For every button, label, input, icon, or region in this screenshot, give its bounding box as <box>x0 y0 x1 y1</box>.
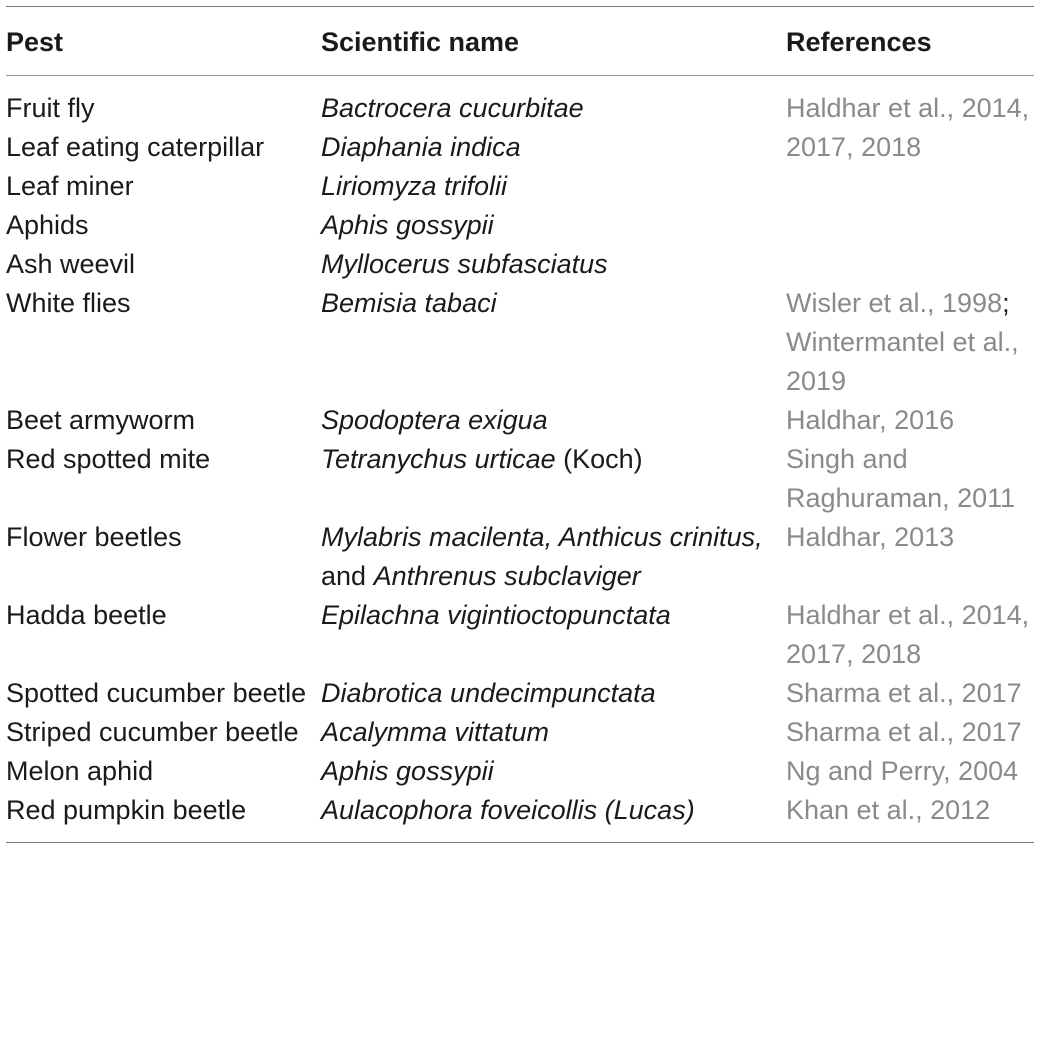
scientific-name-segment: Aulacophora foveicollis (Lucas) <box>321 795 695 825</box>
reference-cell <box>786 284 1034 401</box>
pest-cell: Fruit fly <box>6 93 95 123</box>
pest-cell: Aphids <box>6 210 89 240</box>
header-row <box>6 7 1034 76</box>
pest-table <box>6 6 1034 843</box>
table-row <box>6 791 1034 843</box>
reference-cell <box>786 791 1034 843</box>
table-body <box>6 76 1034 843</box>
scientific-name-cell <box>321 518 786 596</box>
pest-cell: Ash weevil <box>6 249 136 279</box>
reference-text: Haldhar, 2016 <box>786 405 955 435</box>
reference-text: Ng and Perry, 2004 <box>786 756 1019 786</box>
scientific-name-cell <box>321 167 786 206</box>
reference-text: Khan et al., 2012 <box>786 795 991 825</box>
table-row <box>6 284 1034 401</box>
header-scientific-name: Scientific name <box>321 7 786 76</box>
pest-cell: Red spotted mite <box>6 444 211 474</box>
table-row <box>6 713 1034 752</box>
pest-cell: Leaf miner <box>6 171 134 201</box>
table-row <box>6 596 1034 674</box>
pest-cell: Melon aphid <box>6 756 154 786</box>
table-row <box>6 76 1034 129</box>
table-row <box>6 674 1034 713</box>
scientific-name-cell <box>321 76 786 129</box>
scientific-name-segment: Anthrenus subclaviger <box>373 561 641 591</box>
scientific-name-segment: (Koch) <box>555 444 643 474</box>
reference-text: Singh and Raghuraman, 2011 <box>786 444 1016 513</box>
scientific-name-segment: Mylabris macilenta, Anthicus crinitus, <box>321 522 763 552</box>
pest-cell: Spotted cucumber beetle <box>6 678 307 708</box>
table-header <box>6 7 1034 76</box>
scientific-name-cell <box>321 206 786 245</box>
reference-text: Sharma et al., 2017 <box>786 717 1022 747</box>
reference-cell <box>786 713 1034 752</box>
pest-table-container <box>6 6 1034 843</box>
reference-cell <box>786 440 1034 518</box>
scientific-name-segment: and <box>321 561 374 591</box>
scientific-name-segment: Diabrotica undecimpunctata <box>321 678 656 708</box>
scientific-name-cell <box>321 440 786 518</box>
reference-text: Haldhar et al., 2014, 2017, 2018 <box>786 93 1030 162</box>
header-pest: Pest <box>6 7 321 76</box>
reference-cell <box>786 518 1034 596</box>
reference-cell <box>786 674 1034 713</box>
header-references: References <box>786 7 1034 76</box>
reference-separator: ; <box>1002 288 1010 318</box>
reference-text: Sharma et al., 2017 <box>786 678 1022 708</box>
reference-cell <box>786 596 1034 674</box>
reference-text: Wintermantel et al., 2019 <box>786 327 1019 396</box>
scientific-name-cell <box>321 596 786 674</box>
pest-cell: Leaf eating caterpillar <box>6 132 265 162</box>
scientific-name-segment: Aphis gossypii <box>321 210 494 240</box>
scientific-name-segment: Acalymma vittatum <box>321 717 550 747</box>
reference-cell <box>786 752 1034 791</box>
scientific-name-segment: Bemisia tabaci <box>321 288 497 318</box>
scientific-name-cell <box>321 401 786 440</box>
table-row <box>6 401 1034 440</box>
scientific-name-segment: Bactrocera cucurbitae <box>321 93 584 123</box>
reference-text: Haldhar et al., 2014, 2017, 2018 <box>786 600 1030 669</box>
reference-text: Haldhar, 2013 <box>786 522 955 552</box>
scientific-name-cell <box>321 674 786 713</box>
table-row <box>6 518 1034 596</box>
scientific-name-cell <box>321 284 786 401</box>
scientific-name-segment: Liriomyza trifolii <box>321 171 508 201</box>
pest-cell: White flies <box>6 288 131 318</box>
scientific-name-segment: Diaphania indica <box>321 132 521 162</box>
scientific-name-cell <box>321 128 786 167</box>
reference-cell <box>786 76 1034 285</box>
scientific-name-cell <box>321 791 786 843</box>
reference-cell <box>786 401 1034 440</box>
scientific-name-segment: Spodoptera exigua <box>321 405 548 435</box>
scientific-name-segment: Myllocerus subfasciatus <box>321 249 608 279</box>
pest-cell: Hadda beetle <box>6 600 167 630</box>
table-row <box>6 440 1034 518</box>
pest-cell: Striped cucumber beetle <box>6 717 299 747</box>
scientific-name-segment: Aphis gossypii <box>321 756 494 786</box>
scientific-name-segment: Epilachna vigintioctopunctata <box>321 600 671 630</box>
scientific-name-cell <box>321 713 786 752</box>
scientific-name-cell <box>321 245 786 284</box>
pest-cell: Flower beetles <box>6 522 182 552</box>
pest-cell: Beet armyworm <box>6 405 196 435</box>
reference-text: Wisler et al., 1998 <box>786 288 1003 318</box>
scientific-name-cell <box>321 752 786 791</box>
scientific-name-segment: Tetranychus urticae <box>321 444 556 474</box>
pest-cell: Red pumpkin beetle <box>6 791 321 843</box>
table-row <box>6 752 1034 791</box>
